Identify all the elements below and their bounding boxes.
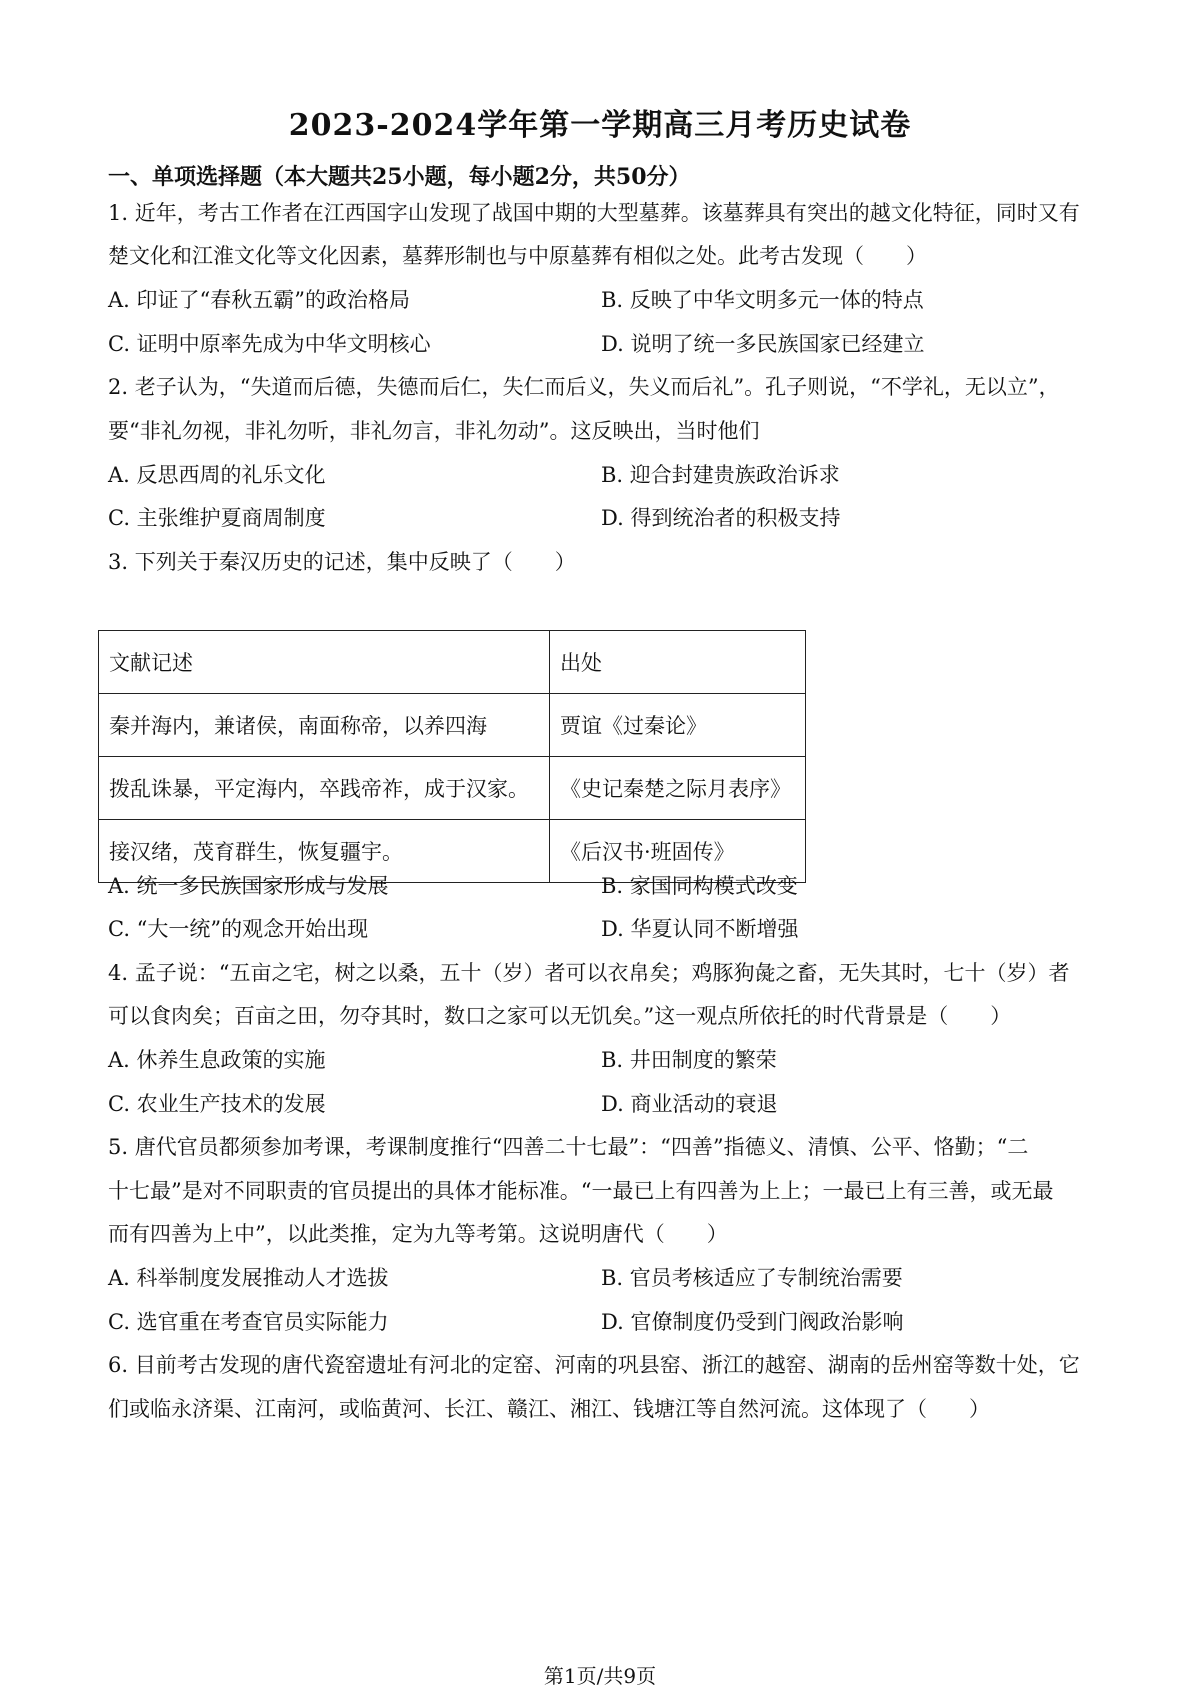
q2-option-b: B. 迎合封建贵族政治诉求 <box>601 463 840 487</box>
q3-option-c: C. “大一统”的观念开始出现 <box>108 917 369 941</box>
table-row <box>99 757 806 820</box>
table-cell: 贾谊《过秦论》 <box>550 694 806 757</box>
q4-stem-line-1: 4. 孟子说：“五亩之宅，树之以桑，五十（岁）者可以衣帛矣；鸡豚狗彘之畜，无失其时，七十（岁）者 <box>108 961 1070 985</box>
table-cell: 秦并海内，兼诸侯，南面称帝，以养四海 <box>99 694 550 757</box>
q3-stem-line-1: 3. 下列关于秦汉历史的记述，集中反映了（ ） <box>108 550 576 574</box>
q5-option-a: A. 科举制度发展推动人才选拔 <box>108 1266 389 1290</box>
q4-option-c: C. 农业生产技术的发展 <box>108 1092 326 1116</box>
q2-option-d: D. 得到统治者的积极支持 <box>601 506 841 530</box>
q1-stem-line-1: 1. 近年，考古工作者在江西国字山发现了战国中期的大型墓葬。该墓葬具有突出的越文化特征，同时又有 <box>108 201 1080 225</box>
table-header-row <box>99 631 806 694</box>
q6-stem-line-2: 们或临永济渠、江南河，或临黄河、长江、赣江、湘江、钱塘江等自然河流。这体现了（ ） <box>108 1397 990 1421</box>
q4-option-b: B. 井田制度的繁荣 <box>601 1048 777 1072</box>
exam-title: 2023-2024学年第一学期高三月考历史试卷 <box>288 108 912 143</box>
section-heading: 一、单项选择题（本大题共25小题，每小题2分，共50分） <box>108 164 691 190</box>
q5-stem-line-3: 而有四善为上中”，以此类推，定为九等考第。这说明唐代（ ） <box>108 1222 728 1246</box>
q2-option-a: A. 反思西周的礼乐文化 <box>108 463 326 487</box>
q5-stem-line-2: 十七最”是对不同职责的官员提出的具体才能标准。“一最已上有四善为上上；一最已上有三善，或无最 <box>108 1179 1054 1203</box>
q1-stem-line-2: 楚文化和江淮文化等文化因素，墓葬形制也与中原墓葬有相似之处。此考古发现（ ） <box>108 244 927 268</box>
q1-option-c: C. 证明中原率先成为中华文明核心 <box>108 332 431 356</box>
q2-stem-line-1: 2. 老子认为，“失道而后德，失德而后仁，失仁而后义，失义而后礼”。孔子则说，“不学礼，无以立”， <box>108 375 1060 399</box>
q4-option-d: D. 商业活动的衰退 <box>601 1092 778 1116</box>
q5-option-d: D. 官僚制度仍受到门阀政治影响 <box>601 1310 904 1334</box>
table-header-cell: 文献记述 <box>99 631 550 694</box>
q1-option-a: A. 印证了“春秋五霸”的政治格局 <box>108 288 410 312</box>
q5-stem-line-1: 5. 唐代官员都须参加考课，考课制度推行“四善二十七最”：“四善”指德义、清慎、公平、恪勤；“二 <box>108 1135 1029 1159</box>
table-header-cell: 出处 <box>550 631 806 694</box>
q3-option-b: B. 家国同构模式改变 <box>601 874 798 898</box>
q5-option-c: C. 选官重在考查官员实际能力 <box>108 1310 389 1334</box>
q4-stem-line-2: 可以食肉矣；百亩之田，勿夺其时，数口之家可以无饥矣。”这一观点所依托的时代背景是（ ） <box>108 1004 1012 1028</box>
q3-option-d: D. 华夏认同不断增强 <box>601 917 799 941</box>
q3-option-a: A. 统一多民族国家形成与发展 <box>108 874 389 898</box>
page-number: 第1页/共9页 <box>543 1664 657 1688</box>
table-cell: 接汉绪，茂育群生，恢复疆宇。 <box>99 820 550 883</box>
table-cell: 拨乱诛暴，平定海内，卒践帝祚，成于汉家。 <box>99 757 550 820</box>
q2-stem-line-2: 要“非礼勿视，非礼勿听，非礼勿言，非礼勿动”。这反映出，当时他们 <box>108 419 760 443</box>
q1-option-b: B. 反映了中华文明多元一体的特点 <box>601 288 924 312</box>
table-row <box>99 694 806 757</box>
table-cell: 《后汉书·班固传》 <box>550 820 806 883</box>
q6-stem-line-1: 6. 目前考古发现的唐代瓷窑遗址有河北的定窑、河南的巩县窑、浙江的越窑、湖南的岳州窑等数十处，它 <box>108 1353 1080 1377</box>
q3-source-table <box>98 630 806 883</box>
table-cell: 《史记秦楚之际月表序》 <box>550 757 806 820</box>
q2-option-c: C. 主张维护夏商周制度 <box>108 506 326 530</box>
q5-option-b: B. 官员考核适应了专制统治需要 <box>601 1266 903 1290</box>
q1-option-d: D. 说明了统一多民族国家已经建立 <box>601 332 925 356</box>
q4-option-a: A. 休养生息政策的实施 <box>108 1048 326 1072</box>
